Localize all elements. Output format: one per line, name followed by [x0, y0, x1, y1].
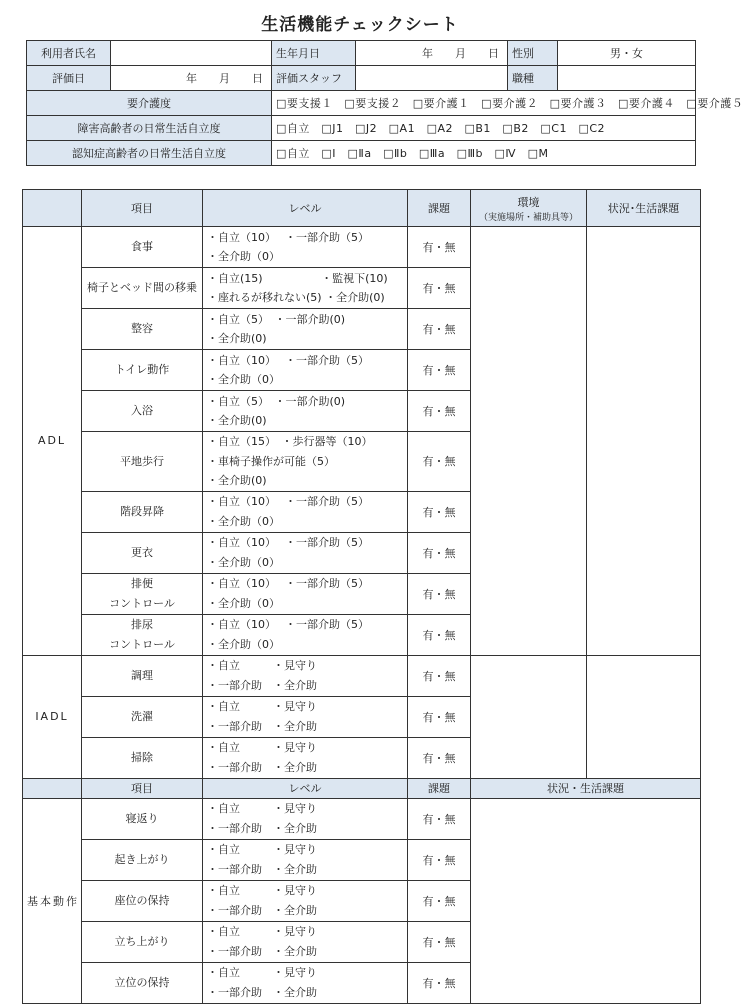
item-name: 整容: [82, 309, 203, 350]
kadai-choice[interactable]: 有・無: [408, 839, 471, 880]
level-options[interactable]: ・自立（10） ・一部介助（5） ・全介助（0）: [203, 350, 408, 391]
kadai-choice[interactable]: 有・無: [408, 614, 471, 655]
job-label: 職種: [508, 66, 558, 91]
level-options[interactable]: ・自立（10） ・一部介助（5） ・全介助（0）: [203, 532, 408, 573]
level-options[interactable]: ・自立(15) ・監視下(10) ・座れるが移れない(5) ・全介助(0): [203, 268, 408, 309]
header2-kadai: 課題: [408, 778, 471, 798]
item-name: 更衣: [82, 532, 203, 573]
kadai-choice[interactable]: 有・無: [408, 391, 471, 432]
check-table: [22, 189, 701, 1004]
kadai-choice[interactable]: 有・無: [408, 532, 471, 573]
birth-label: 生年月日: [272, 41, 356, 66]
header-env: [471, 190, 587, 227]
iadl-status-field[interactable]: [587, 655, 701, 778]
level-options[interactable]: ・自立 ・見守り ・一部介助 ・全介助: [203, 798, 408, 839]
info-table: [26, 40, 743, 166]
eval-staff-field[interactable]: [356, 66, 508, 91]
level-options[interactable]: ・自立（10） ・一部介助（5） ・全介助（0）: [203, 614, 408, 655]
level-options[interactable]: ・自立 ・見守り ・一部介助 ・全介助: [203, 655, 408, 696]
item-name: 立ち上がり: [82, 921, 203, 962]
dementia-level-options[interactable]: □自立 □Ⅰ □Ⅱa □Ⅱb □Ⅲa □Ⅲb □Ⅳ □M: [272, 141, 696, 166]
kadai-choice[interactable]: 有・無: [408, 432, 471, 492]
kadai-choice[interactable]: 有・無: [408, 880, 471, 921]
header-env-label: 環境: [517, 195, 540, 209]
iadl-env-field[interactable]: [471, 655, 587, 778]
item-name: 立位の保持: [82, 962, 203, 1003]
iadl-category: IADL: [23, 655, 82, 778]
gender-field[interactable]: 男・女: [558, 41, 696, 66]
item-name: 調理: [82, 655, 203, 696]
level-options[interactable]: ・自立 ・見守り ・一部介助 ・全介助: [203, 880, 408, 921]
user-name-label: 利用者氏名: [27, 41, 111, 66]
eval-date-label: 評価日: [27, 66, 111, 91]
item-name: 排便 コントロール: [82, 573, 203, 614]
item-name: 起き上がり: [82, 839, 203, 880]
kadai-choice[interactable]: 有・無: [408, 962, 471, 1003]
kadai-choice[interactable]: 有・無: [408, 798, 471, 839]
basic-status-field[interactable]: [471, 798, 701, 1003]
header-level: レベル: [203, 190, 408, 227]
item-name: 平地歩行: [82, 432, 203, 492]
item-name: 洗濯: [82, 696, 203, 737]
gender-label: 性別: [508, 41, 558, 66]
header-blank: [23, 190, 82, 227]
job-field[interactable]: [558, 66, 696, 91]
item-name: 階段昇降: [82, 491, 203, 532]
level-options[interactable]: ・自立（10） ・一部介助（5） ・全介助（0）: [203, 227, 408, 268]
item-name: 寝返り: [82, 798, 203, 839]
basic-category: 基本動作: [23, 798, 82, 1003]
care-level-options[interactable]: □要支援１ □要支援２ □要介護１ □要介護２ □要介護３ □要介護４ □要介護５: [272, 91, 696, 116]
level-options[interactable]: ・自立 ・見守り ・一部介助 ・全介助: [203, 839, 408, 880]
eval-date-field[interactable]: 年 月 日: [111, 66, 272, 91]
kadai-choice[interactable]: 有・無: [408, 227, 471, 268]
header-item: 項目: [82, 190, 203, 227]
adl-category: ADL: [23, 227, 82, 656]
item-name: 椅子とベッド間の移乗: [82, 268, 203, 309]
level-options[interactable]: ・自立（10） ・一部介助（5） ・全介助（0）: [203, 573, 408, 614]
adl-status-field[interactable]: [587, 227, 701, 656]
kadai-choice[interactable]: 有・無: [408, 491, 471, 532]
item-name: トイレ動作: [82, 350, 203, 391]
care-level-label: 要介護度: [27, 91, 272, 116]
kadai-choice[interactable]: 有・無: [408, 921, 471, 962]
header2-blank: [23, 778, 82, 798]
kadai-choice[interactable]: 有・無: [408, 655, 471, 696]
header2-item: 項目: [82, 778, 203, 798]
level-options[interactable]: ・自立 ・見守り ・一部介助 ・全介助: [203, 737, 408, 778]
kadai-choice[interactable]: 有・無: [408, 696, 471, 737]
header-status: 状況･生活課題: [587, 190, 701, 227]
item-name: 座位の保持: [82, 880, 203, 921]
table-row: [23, 227, 701, 268]
level-options[interactable]: ・自立（15） ・歩行器等（10） ・車椅子操作が可能（5） ・全介助(0): [203, 432, 408, 492]
dementia-level-label: 認知症高齢者の日常生活自立度: [27, 141, 272, 166]
eval-staff-label: 評価スタッフ: [272, 66, 356, 91]
kadai-choice[interactable]: 有・無: [408, 350, 471, 391]
level-options[interactable]: ・自立 ・見守り ・一部介助 ・全介助: [203, 696, 408, 737]
level-options[interactable]: ・自立（10） ・一部介助（5） ・全介助（0）: [203, 491, 408, 532]
kadai-choice[interactable]: 有・無: [408, 309, 471, 350]
header2-level: レベル: [203, 778, 408, 798]
kadai-choice[interactable]: 有・無: [408, 737, 471, 778]
level-options[interactable]: ・自立 ・見守り ・一部介助 ・全介助: [203, 962, 408, 1003]
table-row: [23, 655, 701, 696]
item-name: 排尿 コントロール: [82, 614, 203, 655]
header2-status: 状況・生活課題: [471, 778, 701, 798]
user-name-field[interactable]: [111, 41, 272, 66]
header-kadai: 課題: [408, 190, 471, 227]
kadai-choice[interactable]: 有・無: [408, 268, 471, 309]
disabled-level-options[interactable]: □自立 □J1 □J2 □A1 □A2 □B1 □B2 □C1 □C2: [272, 116, 696, 141]
level-options[interactable]: ・自立（5） ・一部介助(0) ・全介助(0): [203, 309, 408, 350]
kadai-choice[interactable]: 有・無: [408, 573, 471, 614]
item-name: 掃除: [82, 737, 203, 778]
item-name: 入浴: [82, 391, 203, 432]
disabled-level-label: 障害高齢者の日常生活自立度: [27, 116, 272, 141]
sheet-title: 生活機能チェックシート: [261, 15, 459, 35]
adl-env-field[interactable]: [471, 227, 587, 656]
level-options[interactable]: ・自立（5） ・一部介助(0) ・全介助(0): [203, 391, 408, 432]
item-name: 食事: [82, 227, 203, 268]
birth-field[interactable]: 年 月 日: [356, 41, 508, 66]
level-options[interactable]: ・自立 ・見守り ・一部介助 ・全介助: [203, 921, 408, 962]
table-row: [23, 798, 701, 839]
header-env-sub: （実施場所・補助具等）: [478, 212, 578, 223]
